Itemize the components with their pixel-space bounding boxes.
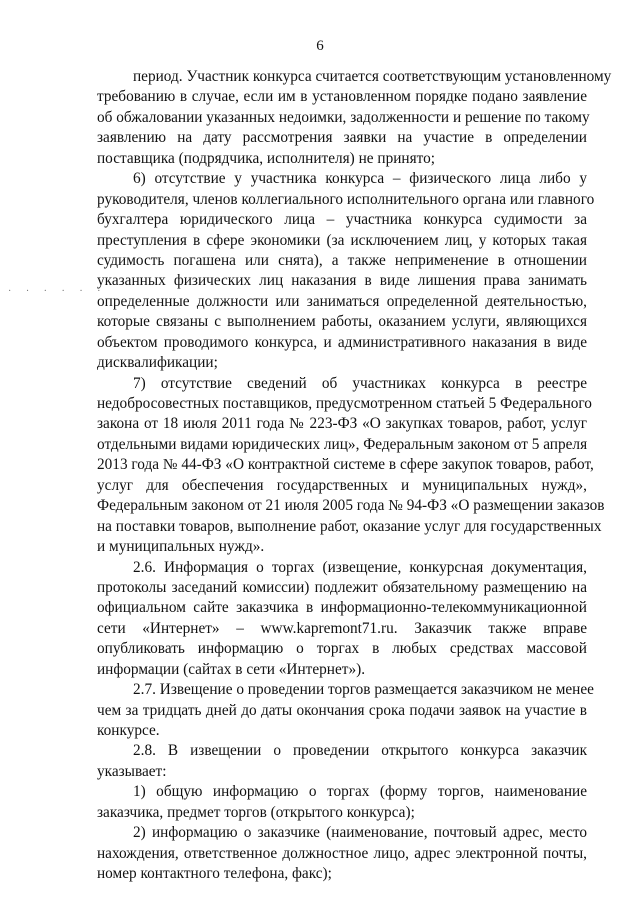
text-line: 7) отсутствие сведений об участниках конкурса в реестре: [133, 374, 587, 392]
text-line: руководителя, членов коллегиального исполнительного органа или главного: [97, 190, 595, 208]
text-line: чем за тридцать дней до даты окончания срока подачи заявок на участие в: [97, 701, 587, 719]
text-line: 2) информацию о заказчике (наименование, почтовый адрес, место: [133, 824, 587, 842]
text-line: закона от 18 июля 2011 года № 223-ФЗ «О закупках товаров, работ, услуг: [97, 415, 587, 433]
text-line: недобросовестных поставщиков, предусмотренном статьей 5 Федерального: [97, 395, 592, 412]
paragraph: [97, 680, 594, 741]
text-line: объектом проводимого конкурса, и административного наказания в виде: [97, 333, 587, 351]
text-line: информации (сайтах в сети «Интернет»).: [97, 660, 366, 678]
text-line: которые связаны с выполнением работы, оказанием услуги, являющихся: [97, 313, 587, 331]
text-line: дисквалификации;: [97, 354, 218, 372]
document-body: [97, 67, 612, 885]
text-line: требованию в случае, если им в установленном порядке подано заявление: [97, 88, 587, 106]
text-line: нахождения, ответственное должностное лицо, адрес электронной почты,: [97, 844, 587, 862]
text-line: конкурсе.: [97, 722, 160, 739]
text-line: об обжаловании указанных недоимки, задолженности и решение по такому: [97, 108, 590, 126]
scan-artifact: · · · · · ·: [8, 286, 107, 297]
text-line: указанных физических лиц наказания в виде лишения права занимать: [97, 272, 587, 290]
text-line: и муниципальных нужд».: [97, 538, 265, 556]
paragraph: [97, 67, 612, 169]
text-line: 6) отсутствие у участника конкурса – физического лица либо у: [133, 170, 587, 188]
text-line: поставщика (подрядчика, исполнителя) не принято;: [97, 149, 436, 167]
text-line: на поставки товаров, выполнение работ, оказание услуг для государственных: [97, 517, 602, 535]
text-line: судимость погашена или снята), а также неприменение в отношении: [97, 251, 587, 269]
text-line: 2.7. Извещение о проведении торгов размещается заказчиком не менее: [133, 681, 594, 699]
paragraph: [97, 169, 595, 373]
text-line: услуг для обеспечения государственных и муниципальных нужд»,: [97, 476, 587, 494]
text-line: 2013 года № 44-ФЗ «О контрактной системе в сфере закупок товаров, работ,: [97, 456, 594, 474]
text-line: опубликовать информацию о торгах в любых средствах массовой: [97, 640, 587, 658]
page-number: 6: [316, 38, 324, 54]
text-line: заявлению на дату рассмотрения заявки на участие в определении: [97, 129, 587, 147]
text-line: преступления в сфере экономики (за исключением лиц, у которых такая: [97, 231, 587, 249]
text-line: номер контактного телефона, факс);: [97, 865, 332, 883]
text-line: 2.6. Информация о торгах (извещение, конкурсная документация,: [133, 558, 587, 576]
text-line: бухгалтера юридического лица – участника конкурса судимости за: [97, 211, 587, 229]
text-line: Федеральным законом от 21 июля 2005 года № 94-ФЗ «О размещении заказов: [97, 497, 605, 515]
text-line: протоколы заседаний комиссии) подлежит обязательному размещению на: [97, 578, 587, 596]
text-line: отдельными видами юридических лиц», Федеральным законом от 5 апреля: [97, 435, 588, 453]
text-line: 2.8. В извещении о проведении открытого конкурса заказчик: [133, 742, 587, 760]
paragraph: [97, 558, 587, 681]
text-line: сети «Интернет» – www.kapremont71.ru. Заказчик также вправе: [97, 619, 587, 637]
text-line: 1) общую информацию о торгах (форму торгов, наименование: [133, 783, 587, 801]
text-line: указывает:: [97, 762, 167, 780]
text-line: период. Участник конкурса считается соответствующим установленному: [133, 68, 612, 85]
text-line: заказчика, предмет торгов (открытого конкурса);: [97, 803, 415, 821]
paragraph: [97, 741, 587, 782]
paragraph: [97, 823, 587, 884]
paragraph: [97, 374, 605, 558]
paragraph: [97, 782, 587, 823]
text-line: официальном сайте заказчика в информационно-телекоммуникационной: [97, 599, 587, 617]
text-line: определенные должности или заниматься определенной деятельностью,: [97, 292, 587, 310]
